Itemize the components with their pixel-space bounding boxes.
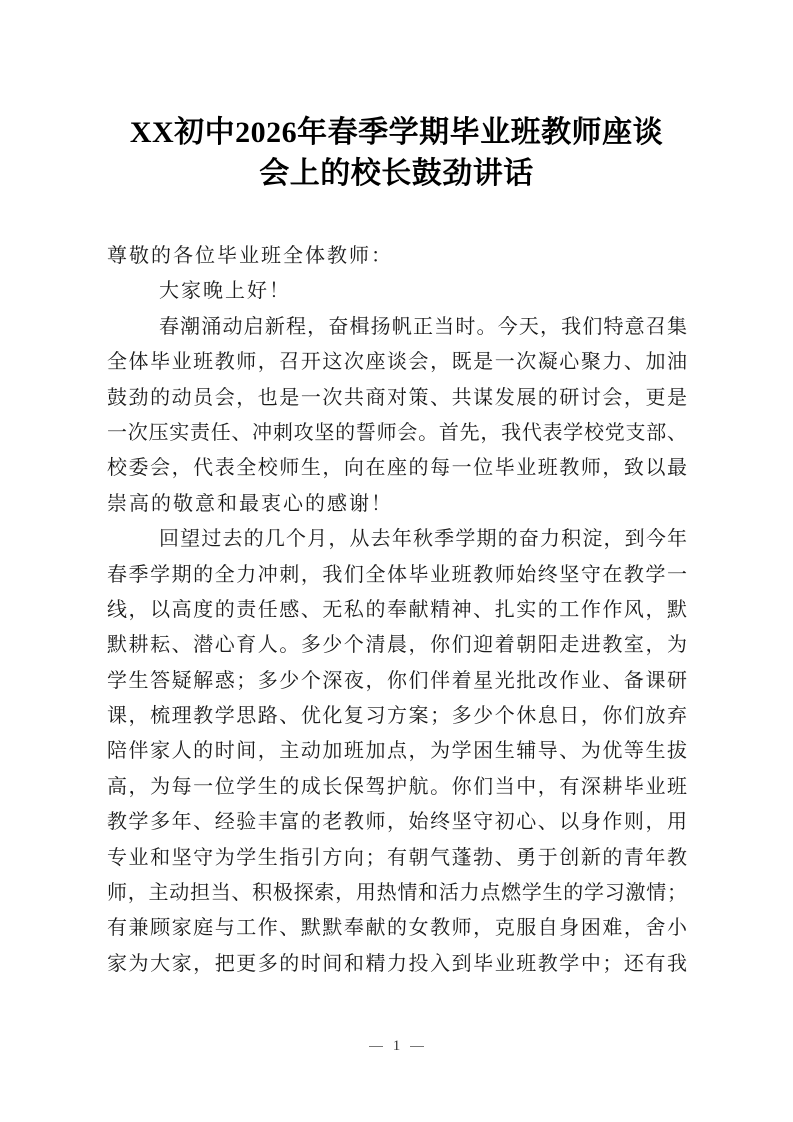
paragraph-1-line: 崇高的敬意和最衷心的感谢！ xyxy=(107,490,393,515)
paragraph-2-line: 课，梳理教学思路、优化复习方案；多少个休息日，你们放弃 xyxy=(107,703,687,728)
paragraph-2-line: 学生答疑解惑；多少个深夜，你们伴着星光批改作业、备课研 xyxy=(107,667,687,692)
footer-dash-left xyxy=(369,1046,383,1047)
paragraph-1-line: 一次压实责任、冲刺攻坚的誓师会。首先，我代表学校党支部、 xyxy=(107,419,687,444)
paragraph-2-line: 春季学期的全力冲刺，我们全体毕业班教师始终坚守在教学一 xyxy=(107,561,687,586)
paragraph-1-line: 全体毕业班教师，召开这次座谈会，既是一次凝心聚力、加油 xyxy=(107,349,687,374)
title-line-1: XX初中2026年春季学期毕业班教师座谈 xyxy=(129,116,664,149)
paragraph-2-line: 教学多年、经验丰富的老教师，始终坚守初心、以身作则，用 xyxy=(107,809,687,834)
paragraph-2-line: 师，主动担当、积极探索，用热情和活力点燃学生的学习激情； xyxy=(107,880,687,905)
document-title xyxy=(100,112,693,194)
salutation: 尊敬的各位毕业班全体教师： xyxy=(107,243,393,267)
paragraph-2-line: 回望过去的几个月，从去年秋季学期的奋力积淀，到今年 xyxy=(159,526,687,551)
paragraph-2-line: 默耕耘、潜心育人。多少个清晨，你们迎着朝阳走进教室，为 xyxy=(107,632,687,657)
paragraph-1-line: 校委会，代表全校师生，向在座的每一位毕业班教师，致以最 xyxy=(107,455,687,480)
paragraph-2-line: 家为大家，把更多的时间和精力投入到毕业班教学中；还有我 xyxy=(107,950,687,975)
page-number: 1 xyxy=(392,1038,401,1054)
paragraph-1-line: 鼓劲的动员会，也是一次共商对策、共谋发展的研讨会，更是 xyxy=(107,384,687,409)
paragraph-2-line: 专业和坚守为学生指引方向；有朝气蓬勃、勇于创新的青年教 xyxy=(107,844,687,869)
title-line-2: 会上的校长鼓劲讲话 xyxy=(259,157,534,190)
paragraph-2-line: 有兼顾家庭与工作、默默奉献的女教师，克服自身困难，舍小 xyxy=(107,915,687,940)
paragraph-2-line: 线，以高度的责任感、无私的奉献精神、扎实的工作作风，默 xyxy=(107,596,687,621)
greeting: 大家晚上好！ xyxy=(159,278,291,303)
paragraph-2-line: 陪伴家人的时间，主动加班加点，为学困生辅导、为优等生拔 xyxy=(107,738,687,763)
document-body xyxy=(107,238,687,981)
footer-dash-right xyxy=(410,1046,424,1047)
page-footer xyxy=(0,1038,793,1055)
paragraph-2-line: 高，为每一位学生的成长保驾护航。你们当中，有深耕毕业班 xyxy=(107,773,687,798)
paragraph-1-line: 春潮涌动启新程，奋楫扬帆正当时。今天，我们特意召集 xyxy=(159,313,687,338)
